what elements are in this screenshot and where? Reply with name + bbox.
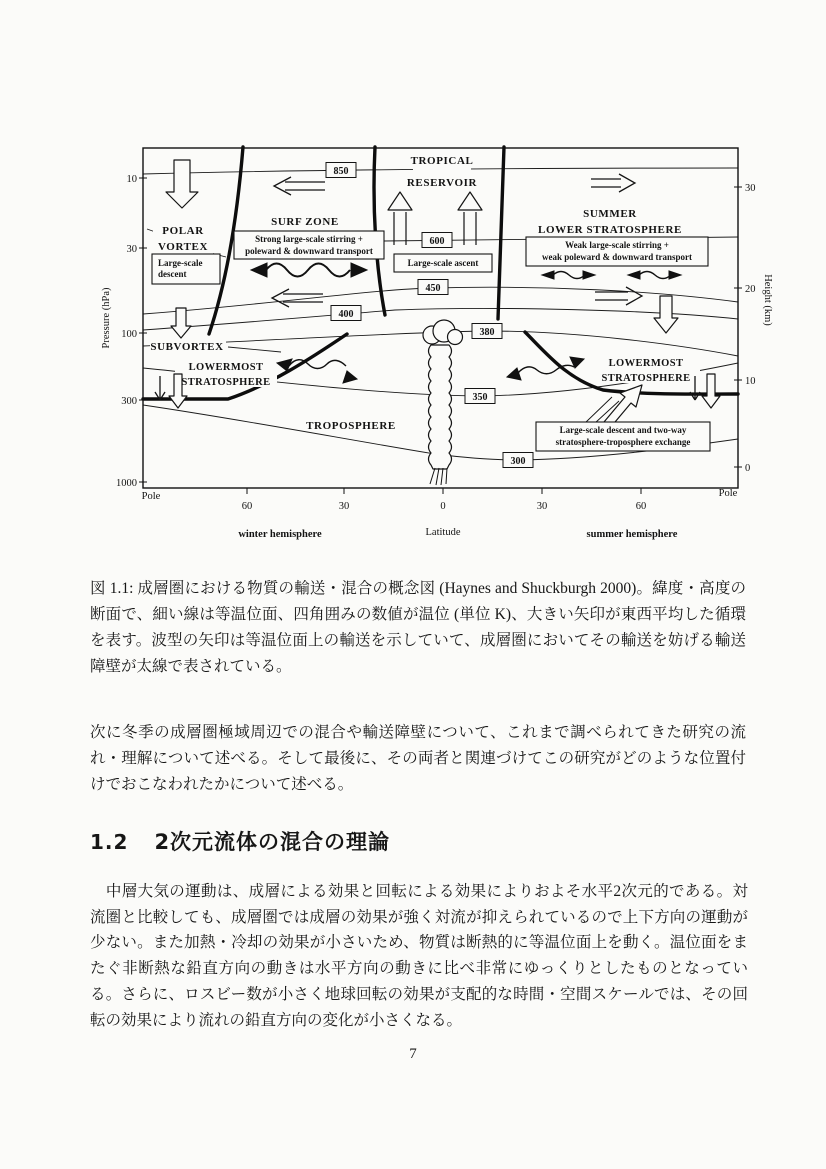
cumulus-tower-icon <box>423 320 463 485</box>
lowermost-stratosphere-summer-line2: STRATOSPHERE <box>601 373 691 384</box>
tropical-reservoir-label-line1: TROPICAL <box>410 155 474 167</box>
pressure-axis-label: Pressure (hPa) <box>101 287 112 349</box>
lat-tick-60w: 60 <box>241 501 253 512</box>
descent-callout-line2: descent <box>158 269 187 279</box>
winter-mid-descent-arrow <box>171 308 191 338</box>
tropical-ascent-arrow-right <box>458 192 482 245</box>
pressure-tick-30: 30 <box>126 244 137 255</box>
pressure-tick-10: 10 <box>126 174 137 185</box>
polar-descent-arrow <box>166 160 198 208</box>
summer-descent-arrow <box>654 296 678 333</box>
summer-hemisphere-label: summer hemisphere <box>586 529 678 540</box>
page-number: 7 <box>409 1046 417 1062</box>
exchange-callout-line2: stratosphere-troposphere exchange <box>555 437 691 447</box>
tropical-ascent-arrow-left <box>388 192 412 245</box>
pole-label-left: Pole <box>141 491 161 502</box>
summer-lower-stratosphere-label-line2: LOWER STRATOSPHERE <box>538 224 682 236</box>
isentrope-450-label: 450 <box>425 283 441 294</box>
weak-stirring-callout-line1: Weak large-scale stirring + <box>565 240 669 250</box>
strong-stirring-callout-line2: poleward & downward transport <box>245 246 373 256</box>
figure-stratosphere-transport-diagram <box>95 138 795 548</box>
lowermost-stratosphere-winter-line2: STRATOSPHERE <box>181 377 271 388</box>
isentrope-850-label: 850 <box>333 166 349 177</box>
intro-paragraph: 次に冬季の成層圏極域周辺での混合や輸送障壁について、これまで調べられてきた研究の流れ・理解について述べる。そして最後に、その両者と関連づけてこの研究がどのような位置付けでおこなわれたかについて述べる。 <box>90 724 746 793</box>
exchange-callout-line1: Large-scale descent and two-way <box>559 425 687 435</box>
surf-zone-label: SURF ZONE <box>271 216 339 228</box>
winter-thin-descent-arrow <box>155 376 165 400</box>
ascent-callout: Large-scale ascent <box>407 258 479 268</box>
lat-tick-0: 0 <box>440 501 446 512</box>
height-tick-10: 10 <box>745 376 756 387</box>
polar-vortex-label-line2: VORTEX <box>157 241 209 253</box>
strong-stirring-callout-line1: Strong large-scale stirring + <box>255 234 363 244</box>
isentrope-300-label: 300 <box>510 456 526 467</box>
section-title: 2次元流体の混合の理論 <box>154 830 391 854</box>
summer-lower-stratosphere-label-line1: SUMMER <box>583 208 637 220</box>
pressure-tick-300: 300 <box>121 396 137 407</box>
height-tick-30: 30 <box>745 183 756 194</box>
surf-zone-left-arrow-top <box>274 177 325 195</box>
isentrope-400-label: 400 <box>338 309 354 320</box>
isentrope-380-label: 380 <box>479 327 495 338</box>
lat-tick-30w: 30 <box>338 501 350 512</box>
descent-callout-line1: Large-scale <box>158 258 203 268</box>
height-tick-0: 0 <box>745 463 751 474</box>
body-paragraph: 中層大気の運動は、成層による効果と回転による効果によりおよそ水平2次元的である。対流圏と比較しても、成層圏では成層の効果が強く対流が抑えられているので上下方向の運動が少ない。また加熱・冷却の効果が小さいため、物質は断熱的に等温位面上を動く。温位面をまたぐ非断熱な鉛直方向の動きは水平方向の動きに比べ非常にゆっくりとしたものとなっている。さらに、ロスビー数が小さく地球回転の効果が支配的な時間・空間スケールでは、その回転の効果により流れの鉛直方向の変化が小さくなる。 <box>90 883 748 1029</box>
isentrope-350-label: 350 <box>472 392 488 403</box>
height-axis-label: Height (km) <box>762 274 773 326</box>
lowermost-stratosphere-winter-line1: LOWERMOST <box>188 362 264 373</box>
subvortex-label: SUBVORTEX <box>150 341 224 353</box>
weak-stirring-callout-line2: weak poleward & downward transport <box>541 252 693 262</box>
summer-right-arrow-top <box>591 174 635 192</box>
lat-tick-30s: 30 <box>536 501 548 512</box>
lowermost-stratosphere-summer-line1: LOWERMOST <box>608 358 684 369</box>
lat-tick-60s: 60 <box>635 501 647 512</box>
pressure-tick-100: 100 <box>121 329 137 340</box>
polar-vortex-label-line1: POLAR <box>162 225 204 237</box>
troposphere-label: TROPOSPHERE <box>306 420 396 432</box>
pressure-tick-1000: 1000 <box>116 478 137 489</box>
tropical-reservoir-label-line2: RESERVOIR <box>406 177 478 189</box>
latitude-axis-label: Latitude <box>425 527 461 538</box>
winter-hemisphere-label: winter hemisphere <box>238 529 322 540</box>
rain-streaks <box>430 468 447 485</box>
section-heading <box>90 826 746 856</box>
pole-label-right: Pole <box>718 488 738 499</box>
section-number: 1.2 <box>90 830 129 854</box>
height-tick-20: 20 <box>745 284 756 295</box>
figure-caption: 図 1.1: 成層圏における物質の輸送・混合の概念図 (Haynes and Shuckburgh 2000)。緯度・高度の断面で、細い線は等温位面、四角囲みの数値が温位 (単位 K)、大きい矢印が東西平均した循環を表す。波型の矢印は等温位面上の輸送を示していて、成層圏においてその輸送を妨げる輸送障壁が太線で表されている。 <box>90 580 746 675</box>
summer-tropopause-descent-arrow <box>702 374 720 408</box>
isentrope-600-label: 600 <box>429 236 445 247</box>
